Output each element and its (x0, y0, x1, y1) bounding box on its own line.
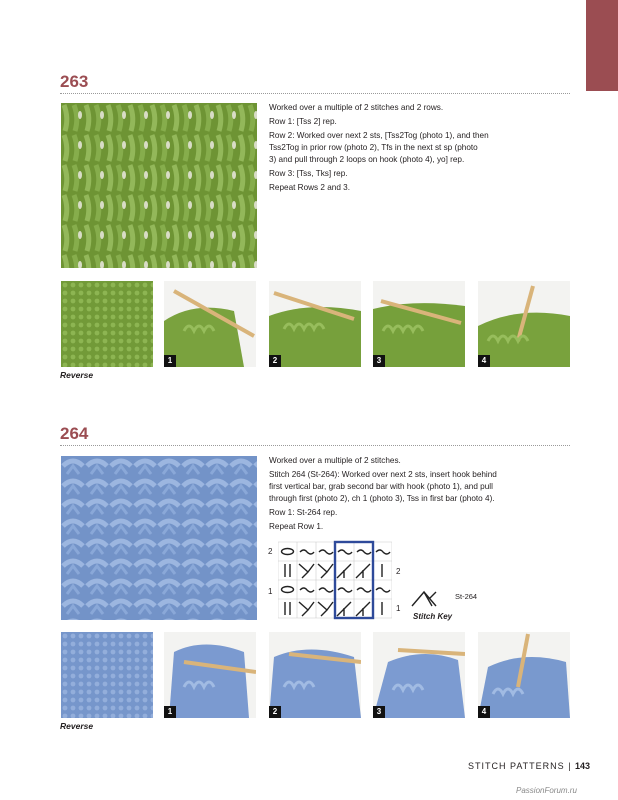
section-divider (60, 93, 570, 94)
instruction-line: Tss2Tog in prior row (photo 2), Tfs in the next st sp (photo (269, 143, 478, 152)
photo-number-badge: 4 (478, 355, 490, 367)
photo-number-badge: 3 (373, 706, 385, 718)
stitch-key-title: Stitch Key (413, 612, 453, 621)
instruction-line: 3) and pull through 2 loops on hook (photo 4), yo] rep. (269, 155, 465, 164)
watermark: PassionForum.ru (516, 786, 577, 795)
chart-row-label-left: 1 (268, 587, 273, 596)
instruction-line: Row 3: [Tss, Tks] rep. (269, 169, 348, 178)
instructions-263 (269, 102, 569, 194)
photo-number-badge: 1 (164, 706, 176, 718)
instruction-line: Row 1: St-264 rep. (269, 508, 338, 517)
photo-number-badge: 2 (269, 706, 281, 718)
reverse-label-264: Reverse (60, 721, 94, 731)
instructions-264 (269, 455, 569, 533)
photo-number-badge: 2 (269, 355, 281, 367)
section-divider (60, 445, 570, 446)
swatch-photo-264 (61, 456, 257, 620)
step-photo-264-3 (373, 632, 465, 718)
page-number: 143 (575, 761, 591, 771)
section-number-263: 263 (60, 72, 89, 91)
reverse-photo-263 (61, 281, 153, 367)
photo-number-badge: 1 (164, 355, 176, 367)
step-photo-264-2 (269, 632, 361, 718)
instruction-line: Worked over a multiple of 2 stitches. (269, 456, 401, 465)
instruction-line: Repeat Rows 2 and 3. (269, 183, 351, 192)
page-footer (468, 761, 590, 771)
footer-separator: | (568, 761, 572, 771)
footer-section-title: STITCH PATTERNS (468, 761, 565, 771)
reverse-label-263: Reverse (60, 370, 94, 380)
instruction-line: Stitch 264 (St-264): Worked over next 2 sts, insert hook behind (269, 470, 497, 479)
chart-row-label-right: 1 (396, 604, 401, 613)
instruction-line: Repeat Row 1. (269, 522, 324, 531)
step-photo-264-1 (164, 632, 256, 718)
step-photo-264-4 (478, 632, 570, 718)
step-photo-263-3 (373, 281, 465, 367)
instruction-line: Row 2: Worked over next 2 sts, [Tss2Tog (photo 1), and then (269, 131, 489, 140)
chart-row-label-left: 2 (268, 547, 273, 556)
stitch-key-label: St-264 (455, 592, 478, 601)
instruction-line: Worked over a multiple of 2 stitches and 2 rows. (269, 103, 444, 112)
swatch-photo-263 (61, 103, 257, 268)
chapter-tab (586, 0, 618, 91)
instruction-line: through first (photo 2), ch 1 (photo 3), Tss in first bar (photo 4). (269, 494, 495, 503)
chart-grid (278, 540, 392, 620)
instruction-line: first vertical bar, grab second bar with hook (photo 1), and pull (269, 482, 493, 491)
stitch-chart (268, 540, 408, 620)
photo-number-badge: 3 (373, 355, 385, 367)
photo-number-badge: 4 (478, 706, 490, 718)
step-photo-263-1 (164, 281, 256, 367)
reverse-photo-264 (61, 632, 153, 718)
step-photo-263-2 (269, 281, 361, 367)
instruction-line: Row 1: [Tss 2] rep. (269, 117, 337, 126)
step-photo-263-4 (478, 281, 570, 367)
section-number-264: 264 (60, 424, 89, 443)
chart-row-label-right: 2 (396, 567, 401, 576)
